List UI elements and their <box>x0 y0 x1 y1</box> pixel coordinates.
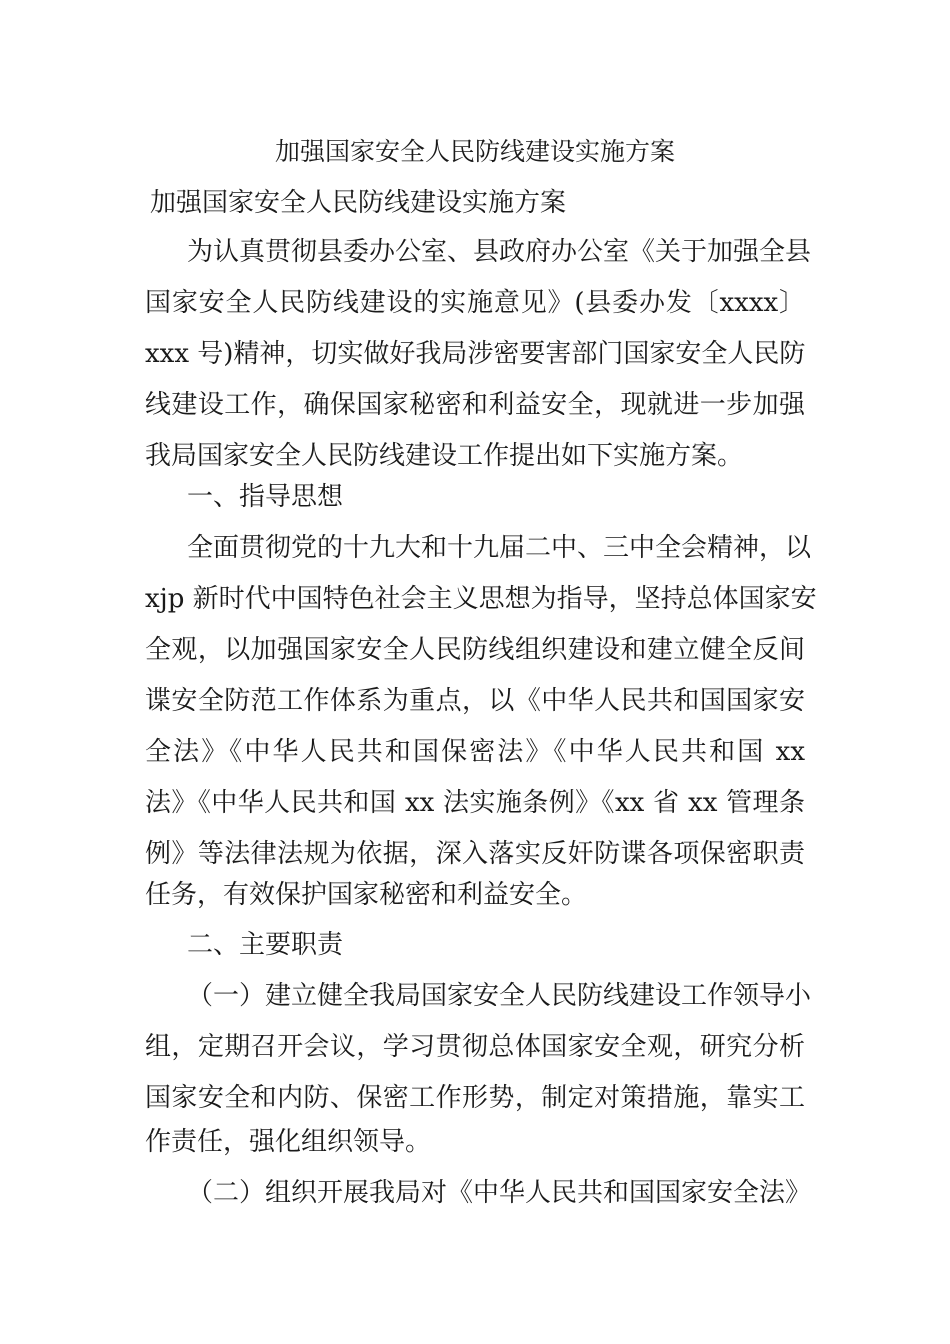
document-title: 加强国家安全人民防线建设实施方案 <box>274 137 675 166</box>
intro-line-4: 线建设工作，确保国家秘密和利益安全，现就进一步加强 <box>145 390 805 420</box>
section1-line-1: 全面贯彻党的十九大和十九届二中、三中全会精神，以 <box>187 533 812 563</box>
section1-line-2: xjp 新时代中国特色社会主义思想为指导，坚持总体国家安 <box>145 584 817 614</box>
intro-line-2: 国家安全人民防线建设的实施意见》(县委办发〔xxxx〕 <box>145 288 805 318</box>
item1-line-2: 组，定期召开会议，学习贯彻总体国家安全观，研究分析 <box>145 1032 805 1062</box>
intro-line-1: 为认真贯彻县委办公室、县政府办公室《关于加强全县 <box>187 237 812 267</box>
intro-line-5: 我局国家安全人民防线建设工作提出如下实施方案。 <box>145 441 744 471</box>
section-heading-guiding-ideology: 一、指导思想 <box>187 482 344 512</box>
section-heading-main-duties: 二、主要职责 <box>187 930 344 960</box>
item1-line-1: （一）建立健全我局国家安全人民防线建设工作领导小 <box>187 981 812 1011</box>
section1-line-6: 法》《中华人民共和国 xx 法实施条例》《xx 省 xx 管理条 <box>145 788 805 818</box>
intro-line-3: xxx 号)精神，切实做好我局涉密要害部门国家安全人民防 <box>145 339 806 369</box>
item1-line-4: 作责任，强化组织领导。 <box>145 1127 432 1157</box>
document-subtitle: 加强国家安全人民防线建设实施方案 <box>150 188 567 218</box>
item2-line-1: （二）组织开展我局对《中华人民共和国国家安全法》 <box>187 1178 812 1208</box>
section1-line-8: 任务，有效保护国家秘密和利益安全。 <box>145 880 588 910</box>
section1-line-3: 全观，以加强国家安全人民防线组织建设和建立健全反间 <box>145 635 805 665</box>
section1-line-4: 谍安全防范工作体系为重点，以《中华人民共和国国家安 <box>145 686 805 716</box>
item1-line-3: 国家安全和内防、保密工作形势，制定对策措施，靠实工 <box>145 1083 805 1113</box>
section1-line-5: 全法》《中华人民共和国保密法》《中华人民共和国 xx <box>145 737 805 767</box>
section1-line-7: 例》等法律法规为依据，深入落实反奸防谍各项保密职责 <box>145 839 805 869</box>
